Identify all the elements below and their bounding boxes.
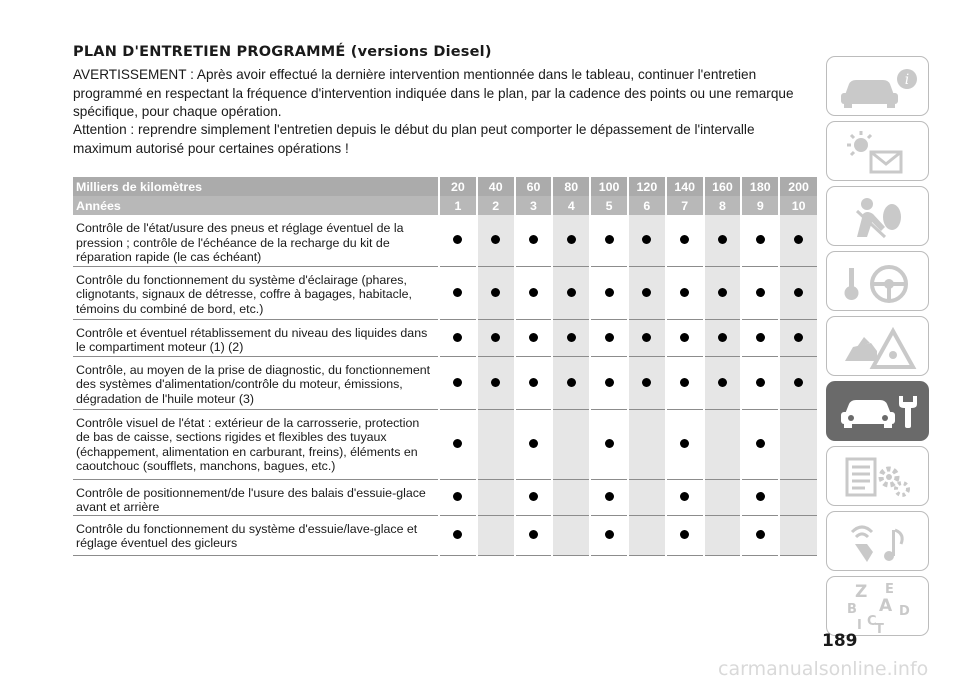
- table-row: [73, 215, 817, 266]
- scheduled-dot-icon: [529, 439, 538, 448]
- interval-cell: [515, 319, 553, 356]
- scheduled-dot-icon: [756, 333, 765, 342]
- chapter-tab-technical-data-gear[interactable]: [826, 446, 929, 506]
- scheduled-dot-icon: [529, 530, 538, 539]
- km-header-cell: 60: [515, 177, 553, 196]
- chapter-tab-airbag-safety[interactable]: [826, 186, 929, 246]
- page-number: 189: [822, 631, 858, 651]
- index-letter: I: [857, 618, 862, 633]
- table-row: [73, 515, 817, 555]
- interval-cell: [741, 479, 779, 515]
- interval-cell: [439, 356, 477, 409]
- interval-cell: [439, 266, 477, 319]
- km-header-cell: 200: [779, 177, 817, 196]
- interval-cell: [439, 479, 477, 515]
- chapter-tab-key-steering-wheel[interactable]: [826, 251, 929, 311]
- interval-cell: [704, 319, 742, 356]
- scheduled-dot-icon: [605, 492, 614, 501]
- interval-cell: [666, 266, 704, 319]
- interval-cell: [666, 479, 704, 515]
- interval-cell: [779, 515, 817, 555]
- interval-cell: [741, 409, 779, 479]
- interval-cell: [704, 479, 742, 515]
- interval-cell: [477, 266, 515, 319]
- scheduled-dot-icon: [680, 378, 689, 387]
- scheduled-dot-icon: [680, 492, 689, 501]
- scheduled-dot-icon: [491, 333, 500, 342]
- km-header-cell: 180: [741, 177, 779, 196]
- scheduled-dot-icon: [794, 235, 803, 244]
- interval-cell: [477, 356, 515, 409]
- scheduled-dot-icon: [680, 439, 689, 448]
- interval-cell: [590, 409, 628, 479]
- interval-cell: [628, 266, 666, 319]
- operation-description: Contrôle visuel de l'état : extérieur de la carrosserie, protection de bas de caisse, sections rigides et flexibles des tuyaux (échappement, alimentation en carburant, freins), éléments en caoutchouc (soufflets, manchons, bagues, etc.): [73, 409, 439, 479]
- index-letter: E: [885, 582, 894, 597]
- table-row: [73, 319, 817, 356]
- interval-cell: [779, 479, 817, 515]
- index-letter: Z: [855, 582, 868, 602]
- operation-description: Contrôle et éventuel rétablissement du niveau des liquides dans le compartiment moteur (1) (2): [73, 319, 439, 356]
- year-header-cell: 9: [741, 196, 779, 215]
- maintenance-table: [73, 177, 817, 556]
- interval-cell: [779, 356, 817, 409]
- watermark: carmanualsonline.info: [718, 658, 929, 680]
- interval-cell: [704, 515, 742, 555]
- scheduled-dot-icon: [642, 235, 651, 244]
- scheduled-dot-icon: [567, 333, 576, 342]
- scheduled-dot-icon: [680, 288, 689, 297]
- index-letter: D: [899, 604, 910, 619]
- operation-description: Contrôle du fonctionnement du système d'éclairage (phares, clignotants, signaux de détresse, coffre à bagages, habitacle, témoins du combiné de bord, etc.): [73, 266, 439, 319]
- scheduled-dot-icon: [756, 530, 765, 539]
- scheduled-dot-icon: [756, 235, 765, 244]
- chapter-tab-car-info[interactable]: [826, 56, 929, 116]
- table-row: [73, 409, 817, 479]
- scheduled-dot-icon: [756, 439, 765, 448]
- scheduled-dot-icon: [642, 288, 651, 297]
- year-header-cell: 10: [779, 196, 817, 215]
- scheduled-dot-icon: [529, 333, 538, 342]
- interval-cell: [552, 319, 590, 356]
- interval-cell: [477, 515, 515, 555]
- scheduled-dot-icon: [491, 288, 500, 297]
- scheduled-dot-icon: [453, 288, 462, 297]
- scheduled-dot-icon: [680, 333, 689, 342]
- interval-cell: [477, 319, 515, 356]
- chapter-tab-emergency-triangle[interactable]: [826, 316, 929, 376]
- scheduled-dot-icon: [453, 235, 462, 244]
- interval-cell: [666, 356, 704, 409]
- chapter-tab-alphabetical-index[interactable]: [826, 576, 929, 636]
- scheduled-dot-icon: [718, 235, 727, 244]
- interval-cell: [515, 515, 553, 555]
- interval-cell: [628, 515, 666, 555]
- scheduled-dot-icon: [529, 378, 538, 387]
- interval-cell: [741, 215, 779, 266]
- year-header-cell: 1: [439, 196, 477, 215]
- interval-cell: [590, 319, 628, 356]
- interval-cell: [666, 409, 704, 479]
- km-header-cell: 120: [628, 177, 666, 196]
- chapter-tab-car-maintenance-wrench[interactable]: [826, 381, 929, 441]
- scheduled-dot-icon: [453, 492, 462, 501]
- interval-cell: [515, 356, 553, 409]
- km-header-cell: 80: [552, 177, 590, 196]
- interval-cell: [704, 409, 742, 479]
- scheduled-dot-icon: [453, 439, 462, 448]
- index-letter: T: [875, 622, 884, 637]
- index-letter: A: [879, 596, 893, 616]
- interval-cell: [477, 409, 515, 479]
- km-header-cell: 160: [704, 177, 742, 196]
- km-header-cell: 100: [590, 177, 628, 196]
- chapter-tab-warning-lights[interactable]: [826, 121, 929, 181]
- svg-text:i: i: [904, 72, 910, 88]
- year-header-cell: 8: [704, 196, 742, 215]
- km-header-cell: 140: [666, 177, 704, 196]
- km-header-cell: 20: [439, 177, 477, 196]
- table-row: [73, 479, 817, 515]
- year-header-cell: 5: [590, 196, 628, 215]
- scheduled-dot-icon: [567, 378, 576, 387]
- interval-cell: [590, 356, 628, 409]
- interval-cell: [666, 215, 704, 266]
- table-row: [73, 266, 817, 319]
- operation-description: Contrôle, au moyen de la prise de diagnostic, du fonctionnement des systèmes d'alimentation/contrôle du moteur, émissions, dégradation de l'huile moteur (3): [73, 356, 439, 409]
- interval-cell: [741, 515, 779, 555]
- interval-cell: [704, 356, 742, 409]
- operation-description: Contrôle de l'état/usure des pneus et réglage éventuel de la pression ; contrôle de l'échéance de la recharge du kit de réparation rapide (le cas échéant): [73, 215, 439, 266]
- page-title: PLAN D'ENTRETIEN PROGRAMMÉ (versions Diesel): [73, 44, 492, 60]
- scheduled-dot-icon: [529, 492, 538, 501]
- interval-cell: [552, 409, 590, 479]
- interval-cell: [628, 479, 666, 515]
- interval-cell: [779, 266, 817, 319]
- scheduled-dot-icon: [605, 235, 614, 244]
- year-header-cell: 3: [515, 196, 553, 215]
- year-header-cell: 6: [628, 196, 666, 215]
- interval-cell: [666, 319, 704, 356]
- interval-cell: [590, 215, 628, 266]
- interval-cell: [552, 515, 590, 555]
- attention-paragraph: Attention : reprendre simplement l'entretien depuis le début du plan peut comporter le dépassement de l'intervalle maximum autorisé pour certaines opérations !: [73, 122, 755, 156]
- interval-cell: [590, 515, 628, 555]
- interval-cell: [628, 215, 666, 266]
- scheduled-dot-icon: [642, 333, 651, 342]
- scheduled-dot-icon: [605, 378, 614, 387]
- interval-cell: [439, 319, 477, 356]
- scheduled-dot-icon: [794, 288, 803, 297]
- interval-cell: [779, 215, 817, 266]
- interval-cell: [741, 319, 779, 356]
- scheduled-dot-icon: [794, 333, 803, 342]
- interval-cell: [590, 479, 628, 515]
- interval-cell: [439, 409, 477, 479]
- scheduled-dot-icon: [794, 378, 803, 387]
- interval-cell: [741, 266, 779, 319]
- scheduled-dot-icon: [605, 333, 614, 342]
- scheduled-dot-icon: [529, 235, 538, 244]
- scheduled-dot-icon: [605, 530, 614, 539]
- year-header-cell: 2: [477, 196, 515, 215]
- chapter-tab-multimedia[interactable]: [826, 511, 929, 571]
- scheduled-dot-icon: [453, 333, 462, 342]
- operation-description: Contrôle de positionnement/de l'usure des balais d'essuie-glace avant et arrière: [73, 479, 439, 515]
- scheduled-dot-icon: [718, 288, 727, 297]
- scheduled-dot-icon: [680, 235, 689, 244]
- year-header-cell: 7: [666, 196, 704, 215]
- km-header-label: Milliers de kilomètres: [73, 177, 439, 196]
- scheduled-dot-icon: [453, 530, 462, 539]
- interval-cell: [515, 266, 553, 319]
- scheduled-dot-icon: [491, 378, 500, 387]
- km-header-cell: 40: [477, 177, 515, 196]
- interval-cell: [552, 479, 590, 515]
- interval-cell: [704, 266, 742, 319]
- year-header-cell: 4: [552, 196, 590, 215]
- scheduled-dot-icon: [453, 378, 462, 387]
- warning-paragraph: AVERTISSEMENT : Après avoir effectué la dernière intervention mentionnée dans le tableau, continuer l'entretien programmé en respectant la fréquence d'intervention indiquée dans le plan, par la cadence des points ou une remarque spécifique, pour chaque opération.: [73, 67, 794, 119]
- scheduled-dot-icon: [567, 235, 576, 244]
- interval-cell: [552, 356, 590, 409]
- interval-cell: [590, 266, 628, 319]
- interval-cell: [628, 409, 666, 479]
- interval-cell: [439, 515, 477, 555]
- interval-cell: [515, 409, 553, 479]
- scheduled-dot-icon: [529, 288, 538, 297]
- interval-cell: [628, 356, 666, 409]
- scheduled-dot-icon: [756, 378, 765, 387]
- operation-description: Contrôle du fonctionnement du système d'essuie/lave-glace et réglage éventuel des gicleurs: [73, 515, 439, 555]
- index-letter: C: [867, 614, 877, 629]
- scheduled-dot-icon: [756, 288, 765, 297]
- interval-cell: [477, 479, 515, 515]
- scheduled-dot-icon: [756, 492, 765, 501]
- scheduled-dot-icon: [605, 288, 614, 297]
- interval-cell: [477, 215, 515, 266]
- scheduled-dot-icon: [567, 288, 576, 297]
- interval-cell: [628, 319, 666, 356]
- scheduled-dot-icon: [642, 378, 651, 387]
- scheduled-dot-icon: [605, 439, 614, 448]
- scheduled-dot-icon: [680, 530, 689, 539]
- scheduled-dot-icon: [491, 235, 500, 244]
- interval-cell: [439, 215, 477, 266]
- index-letter: B: [847, 602, 857, 617]
- interval-cell: [666, 515, 704, 555]
- interval-cell: [779, 319, 817, 356]
- table-row: [73, 356, 817, 409]
- years-header-label: Années: [73, 196, 439, 215]
- km-header-row: [73, 177, 817, 196]
- interval-cell: [552, 266, 590, 319]
- interval-cell: [779, 409, 817, 479]
- interval-cell: [515, 215, 553, 266]
- years-header-row: [73, 196, 817, 215]
- scheduled-dot-icon: [718, 333, 727, 342]
- interval-cell: [704, 215, 742, 266]
- interval-cell: [515, 479, 553, 515]
- scheduled-dot-icon: [718, 378, 727, 387]
- interval-cell: [741, 356, 779, 409]
- interval-cell: [552, 215, 590, 266]
